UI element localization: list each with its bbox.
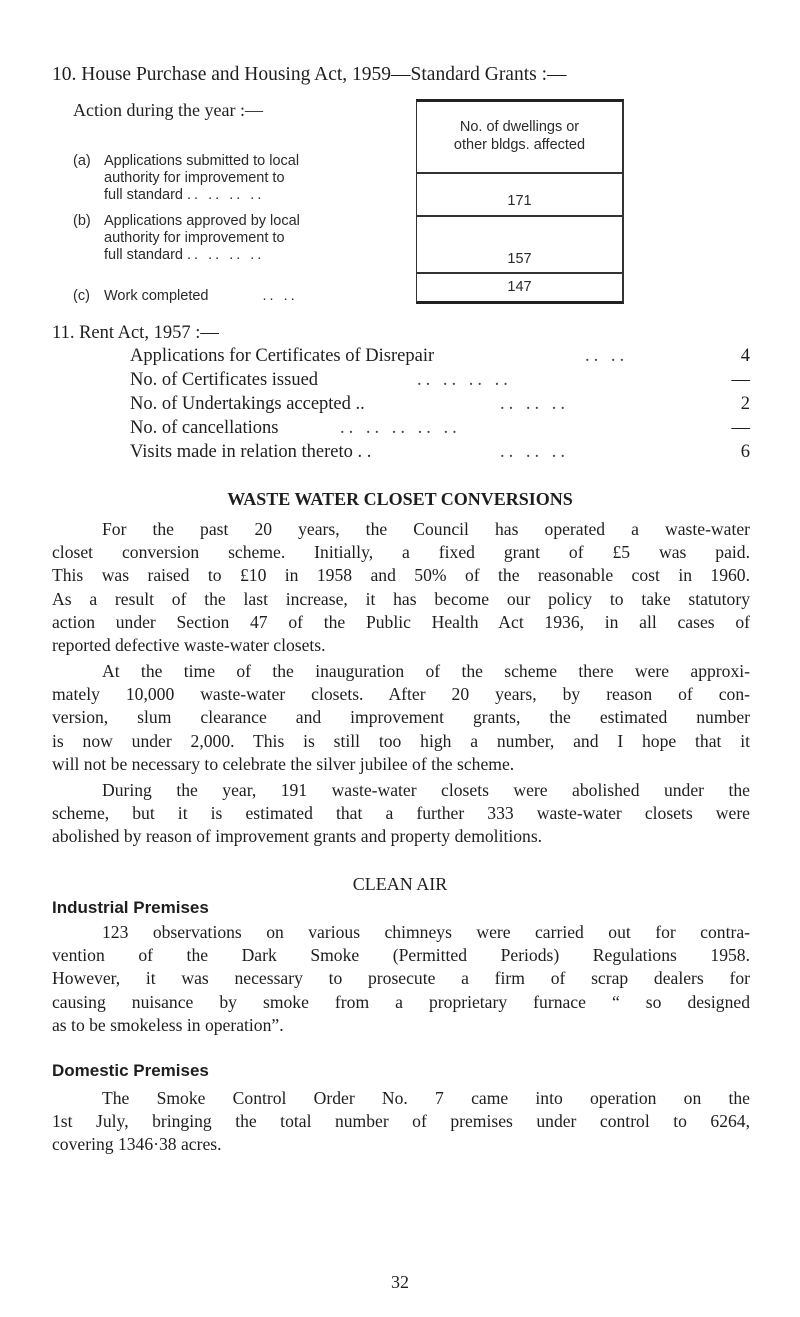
- section-10-heading: 10. House Purchase and Housing Act, 1959—Standard Grants :—: [52, 64, 567, 85]
- text-line: reported defective waste-water closets.: [52, 634, 326, 655]
- text-line: scheme, but it is estimated that a further 333 waste-water closets were: [52, 803, 750, 824]
- rent-row-label: No. of cancellations: [130, 418, 279, 438]
- industrial-premises-heading: Industrial Premises: [52, 898, 209, 917]
- item-line: authority for improvement to: [104, 170, 285, 186]
- text-line: The Smoke Control Order No. 7 came into operation on the: [102, 1088, 750, 1108]
- action-intro: Action during the year :—: [73, 100, 263, 120]
- rent-row-value: 6: [740, 442, 750, 462]
- text-line: will not be necessary to celebrate the silver jubilee of the scheme.: [52, 753, 515, 774]
- text-line: version, slum clearance and improvement grants, the estimated number: [52, 707, 750, 728]
- item-letter: (b): [73, 213, 91, 229]
- rent-row: [130, 418, 750, 442]
- text-line: is now under 2,000. This is still too high a number, and I hope that it: [52, 730, 750, 751]
- page-number: 32: [391, 1272, 409, 1292]
- text-line: At the time of the inauguration of the scheme there were approxi-: [102, 661, 750, 681]
- rent-row-leader: .. .. ..: [500, 442, 569, 462]
- text-line: This was raised to £10 in 1958 and 50% of the reasonable cost in 1960.: [52, 565, 750, 586]
- text-line: 1st July, bringing the total number of premises under control to 6264,: [52, 1111, 750, 1132]
- text-line: abolished by reason of improvement grants and property demolitions.: [52, 826, 543, 847]
- table-header-line-2: other bldgs. affected: [453, 137, 586, 153]
- table-value-a: 171: [507, 193, 532, 209]
- text-line: covering 1346·38 acres.: [52, 1134, 222, 1155]
- rent-row-value: 2: [740, 394, 750, 414]
- rent-row-value: —: [731, 370, 750, 390]
- rent-row-leader: .. .. ..: [500, 394, 569, 414]
- item-line: Applications submitted to local: [104, 153, 300, 169]
- wwc-title: WASTE WATER CLOSET CONVERSIONS: [227, 489, 573, 509]
- rent-row-leader: .. ..: [585, 346, 629, 366]
- rent-row-leader: .. .. .. ..: [417, 370, 512, 390]
- text-line: During the year, 191 waste-water closets were abolished under the: [102, 780, 750, 800]
- text-line: causing nuisance by smoke from a proprietary furnace “ so designed: [52, 991, 750, 1012]
- rent-row-label: No. of Certificates issued: [130, 370, 319, 390]
- table-value-c: 147: [507, 279, 532, 295]
- rent-row-label: Applications for Certificates of Disrepair: [130, 346, 435, 366]
- rent-row-value: 4: [740, 346, 750, 366]
- table-value-b: 157: [507, 251, 532, 267]
- rent-row-label: No. of Undertakings accepted ..: [130, 394, 365, 414]
- item-line: Applications approved by local: [104, 213, 300, 229]
- rent-row: [130, 370, 750, 394]
- domestic-premises-heading: Domestic Premises: [52, 1061, 209, 1080]
- grants-table: [416, 99, 624, 304]
- text-line: As a result of the last increase, it has become our policy to take statutory: [52, 588, 750, 609]
- industrial-paragraph: [52, 921, 750, 1037]
- rent-row: [130, 346, 750, 370]
- text-line: vention of the Dark Smoke (Permitted Periods) Regulations 1958.: [52, 945, 750, 966]
- text-line: However, it was necessary to prosecute a firm of scrap dealers for: [52, 968, 750, 989]
- item-letter: (c): [73, 288, 90, 304]
- wwc-paragraph-3: [52, 779, 750, 849]
- text-line: For the past 20 years, the Council has operated a waste-water: [102, 519, 750, 539]
- text-line: as to be smokeless in operation”.: [52, 1014, 284, 1035]
- clean-air-title: CLEAN AIR: [352, 874, 448, 894]
- table-divider: [417, 272, 622, 274]
- item-line: full standard .. .. .. ..: [104, 187, 265, 203]
- rent-row: [130, 442, 750, 466]
- table-divider: [417, 215, 622, 217]
- text-line: action under Section 47 of the Public Health Act 1936, in all cases of: [52, 611, 750, 632]
- domestic-paragraph: [52, 1087, 750, 1157]
- text-line: closet conversion scheme. Initially, a fixed grant of £5 was paid.: [52, 542, 750, 563]
- rent-row-value: —: [731, 418, 750, 438]
- wwc-paragraph-2: [52, 660, 750, 776]
- text-line: mately 10,000 waste-water closets. After 20 years, by reason of con-: [52, 684, 750, 705]
- section-11-heading: 11. Rent Act, 1957 :—: [52, 323, 219, 343]
- item-line: Work completed .. ..: [104, 288, 298, 304]
- table-header-line-1: No. of dwellings or: [459, 119, 580, 135]
- rent-row: [130, 394, 750, 418]
- rent-row-label: Visits made in relation thereto . .: [130, 442, 372, 462]
- item-letter: (a): [73, 153, 91, 169]
- item-line: full standard .. .. .. ..: [104, 247, 265, 263]
- text-line: 123 observations on various chimneys were carried out for contra-: [102, 922, 750, 942]
- rent-row-leader: .. .. .. .. ..: [340, 418, 461, 438]
- table-divider: [417, 172, 622, 174]
- item-line: authority for improvement to: [104, 230, 285, 246]
- wwc-paragraph-1: [52, 518, 750, 657]
